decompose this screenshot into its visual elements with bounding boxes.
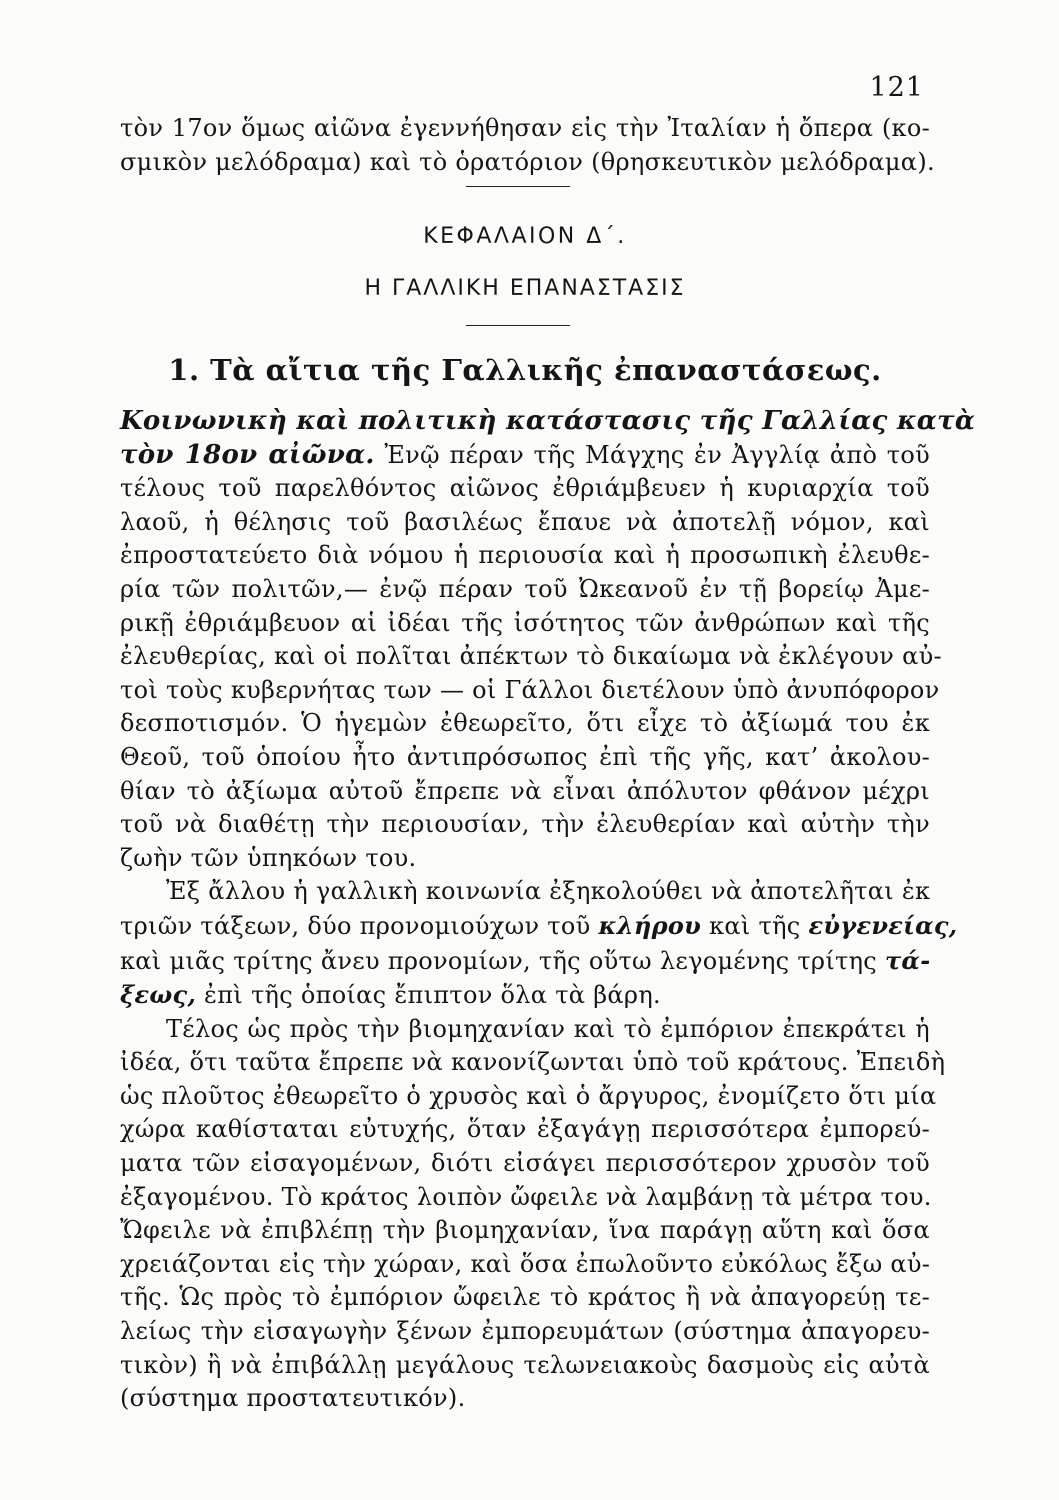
text-line: λείως τὴν εἰσαγωγὴν ξένων ἐμπορευμάτων (σύστημα ἀπαγορευ- [120,1317,930,1346]
divider-rule [466,186,570,187]
run-in-heading: Κοινωνικὴ καὶ πολιτικὴ κατάστασις τῆς Γαλλίας κατὰ [120,406,976,436]
emphasis-third-estate: τά- [884,945,931,975]
chapter-title: Η ΓΑΛΛΙΚΗ ΕΠΑΝΑΣΤΑΣΙΣ [364,276,686,301]
text-span: τριῶν τάξεων, δύο προνομιούχων τοῦ [120,911,599,940]
text-span: Ἐνῷ πέραν τῆς Μάγχης ἐν Ἀγγλίᾳ ἀπὸ τοῦ [384,440,930,469]
text-line: ὡς πλοῦτος ἐθεωρεῖτο ὁ χρυσὸς καὶ ὁ ἄργυρος, ἐνομίζετο ὅτι μία [120,1081,937,1110]
text-line: τοὶ τοὺς κυβερνήτας των — οἱ Γάλλοι διετέλουν ὑπὸ ἀνυπόφορον [120,675,940,704]
text-line: τέλους τοῦ παρελθόντος αἰῶνος ἐθριάμβευεν ἡ κυριαρχία τοῦ [120,474,930,503]
text-span: ἐπὶ τῆς ὁποίας ἔπιπτον ὅλα τὰ βάρη. [196,981,661,1010]
text-line: Θεοῦ, τοῦ ὁποίου ἦτο ἀντιπρόσωπος ἐπὶ τῆς γῆς, κατ’ ἀκολου- [120,742,930,771]
text-line: Ἐξ ἄλλου ἡ γαλλικὴ κοινωνία ἐξηκολούθει νὰ ἀποτελῆται ἐκ [166,877,931,906]
text-span: καὶ τῆς [701,911,809,940]
text-line: ἐξαγομένου. Τὸ κράτος λοιπὸν ὤφειλε νὰ λαμβάνῃ τὰ μέτρα του. [120,1182,932,1211]
text-line [120,909,958,944]
text-line: ματα τῶν εἰσαγομένων, διότι εἰσάγει περισσότερον χρυσὸν τοῦ [120,1149,930,1178]
text-line: σμικὸν μελόδραμα) καὶ τὸ ὁρατόριον (θρησκευτικὸν μελόδραμα). [120,147,935,176]
text-line: ζωὴν τῶν ὑπηκόων του. [120,843,417,872]
chapter-label: ΚΕΦΑΛΑΙΟΝ Δ΄. [423,224,627,249]
text-line: Ὤφειλε νὰ ἐπιβλέπῃ τὴν βιομηχανίαν, ἵνα παράγῃ αὕτη καὶ ὅσα [120,1216,930,1245]
text-line [120,944,930,979]
text-line: τῆς. Ὡς πρὸς τὸ ἐμπόριον ὤφειλε τὸ κράτος ἢ νὰ ἀπαγορεύῃ τε- [120,1283,930,1312]
text-line: δεσποτισμόν. Ὁ ἡγεμὼν ἐθεωρεῖτο, ὅτι εἶχε τὸ ἀξίωμά του ἐκ [120,709,930,738]
text-line [120,978,930,1013]
emphasis-nobility: εὐγενείας, [808,910,958,940]
text-line: λαοῦ, ἡ θέλησις τοῦ βασιλέως ἔπαυε νὰ ἀποτελῇ νόμον, καὶ [120,507,930,536]
text-line: (σύστημα προστατευτικόν). [120,1384,466,1413]
text-line [120,439,930,473]
emphasis-clergy: κλήρου [598,910,702,940]
text-line: ἰδέα, ὅτι ταῦτα ἔπρεπε νὰ κανονίζωνται ὑπὸ τοῦ κράτους. Ἐπειδὴ [120,1048,946,1077]
text-line: τικὸν) ἢ νὰ ἐπιβάλλῃ μεγάλους τελωνειακοὺς δασμοὺς εἰς αὐτὰ [120,1350,930,1379]
text-line: ρία τῶν πολιτῶν,— ἐνῷ πέραν τοῦ Ὠκεανοῦ ἐν τῇ βορείῳ Ἀμε- [120,574,930,603]
text-line: τοῦ νὰ διαθέτῃ τὴν περιουσίαν, τὴν ἐλευθερίαν καὶ αὐτὴν τὴν [120,810,930,839]
divider-rule [466,325,570,326]
intro-paragraph [120,112,935,179]
run-in-heading: τὸν 18ον αἰῶνα. [120,439,375,470]
page-number: 121 [869,72,924,103]
text-line: θίαν τὸ ἀξίωμα αὐτοῦ ἔπρεπε νὰ εἶναι ἀπόλυτον φθάνον μέχρι [120,776,930,805]
text-line: Τέλος ὡς πρὸς τὴν βιομηχανίαν καὶ τὸ ἐμπόριον ἐπεκράτει ἡ [166,1014,930,1043]
text-line: χρειάζονται εἰς τὴν χώραν, καὶ ὅσα ἐπωλοῦντο εὐκόλως ἔξω αὐ- [120,1249,931,1278]
emphasis-third-estate: ξεως, [120,980,197,1010]
section-heading: 1. Τὰ αἴτια τῆς Γαλλικῆς ἐπαναστάσεως. [168,353,882,387]
text-line [120,405,976,439]
text-span: καὶ μιᾶς τρίτης ἄνευ προνομίων, τῆς οὕτω λεγομένης τρίτης [120,946,885,975]
text-line: τὸν 17ον ὅμως αἰῶνα ἐγεννήθησαν εἰς τὴν Ἰταλίαν ἡ ὄπερα (κο- [120,114,930,142]
text-line: ρικῇ ἐθριάμβευον αἱ ἰδέαι τῆς ἰσότητος τῶν ἀνθρώπων καὶ τῆς [120,608,930,637]
text-line: ἐπροστατεύετο διὰ νόμου ἡ περιουσία καὶ ἡ προσωπικὴ ἐλευθε- [120,541,930,570]
text-line: ἐλευθερίας, καὶ οἱ πολῖται ἀπέκτων τὸ δικαίωμα νὰ ἐκλέγουν αὐ- [120,642,942,671]
body-text [120,405,976,1416]
text-line: χώρα καθίσταται εὐτυχής, ὅταν ἐξαγάγῃ περισσότερα ἐμπορεύ- [120,1115,930,1144]
